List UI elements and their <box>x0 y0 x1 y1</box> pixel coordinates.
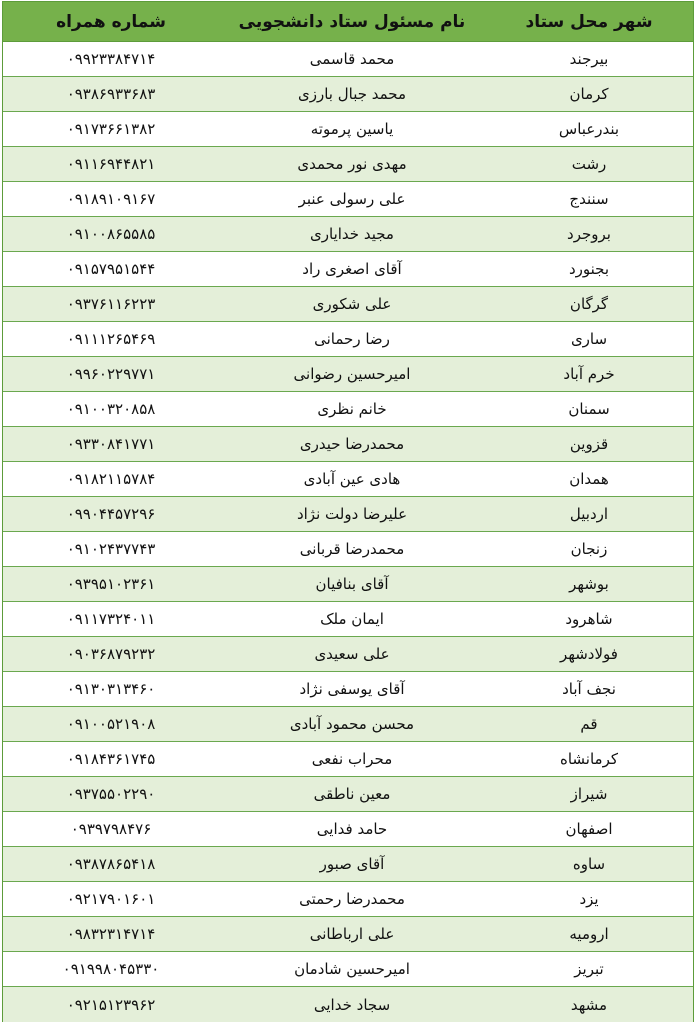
phone-cell: ۰۹۱۰۲۴۳۷۷۴۳ <box>66 540 156 558</box>
name-cell: آقای صبور <box>319 855 385 873</box>
city-cell: بروجرد <box>567 225 611 243</box>
name-cell: هادی عین آبادی <box>303 470 401 488</box>
phone-cell: ۰۹۱۰۰۳۲۰۸۵۸ <box>66 400 156 418</box>
city-cell: مشهد <box>570 995 608 1014</box>
city-cell: بجنورد <box>568 260 610 278</box>
table-row <box>3 77 693 112</box>
table-row <box>3 777 693 812</box>
table-row <box>3 812 693 847</box>
header-phone: شماره همراه <box>56 11 166 32</box>
city-cell: ساری <box>570 330 608 348</box>
phone-cell: ۰۹۱۰۰۸۶۵۵۸۵ <box>66 225 156 243</box>
name-cell: محمد جبال بارزی <box>297 85 407 103</box>
phone-cell: ۰۹۳۳۰۸۴۱۷۷۱ <box>66 435 156 453</box>
table-row <box>3 357 693 392</box>
phone-cell: ۰۹۳۷۶۱۱۶۲۲۳ <box>66 295 156 313</box>
phone-cell: ۰۹۱۷۳۶۶۱۳۸۲ <box>66 120 156 138</box>
city-cell: کرمان <box>569 85 609 103</box>
city-cell: گرگان <box>569 295 609 313</box>
table-row <box>3 42 693 77</box>
city-cell: قزوین <box>569 435 609 453</box>
name-cell: مجید خدایاری <box>310 225 394 243</box>
name-cell: آقای یوسفی نژاد <box>299 680 405 698</box>
table-row <box>3 567 693 602</box>
city-cell: سنندج <box>569 190 609 208</box>
city-cell: فولادشهر <box>560 645 618 663</box>
table-row <box>3 532 693 567</box>
phone-cell: ۰۹۱۳۰۳۱۳۴۶۰ <box>66 680 156 698</box>
city-cell: اردبیل <box>569 505 609 523</box>
name-cell: محراب نفعی <box>311 750 393 768</box>
table-row <box>3 182 693 217</box>
phone-cell: ۰۹۱۱۷۳۲۴۰۱۱ <box>66 610 156 628</box>
table-row <box>3 147 693 182</box>
phone-cell: ۰۹۲۱۷۹۰۱۶۰۱ <box>66 890 156 908</box>
phone-cell: ۰۹۱۱۶۹۴۴۸۲۱ <box>66 155 156 173</box>
table-row <box>3 427 693 462</box>
city-cell: خرم آباد <box>563 365 615 383</box>
header-city: شهر محل ستاد <box>525 11 653 32</box>
table-row <box>3 462 693 497</box>
city-cell: زنجان <box>570 540 608 558</box>
city-cell: همدان <box>569 470 609 488</box>
header-name: نام مسئول ستاد دانشجویی <box>238 11 466 32</box>
city-cell: اصفهان <box>565 820 613 838</box>
table-row <box>3 602 693 637</box>
phone-cell: ۰۹۱۵۷۹۵۱۵۴۴ <box>66 260 156 278</box>
name-cell: یاسین پرموته <box>310 120 394 138</box>
name-cell: امیرحسین رضوانی <box>293 365 411 383</box>
table-row <box>3 322 693 357</box>
phone-cell: ۰۹۱۱۱۲۶۵۴۶۹ <box>66 330 156 348</box>
phone-cell: ۰۹۱۰۰۵۲۱۹۰۸ <box>66 715 156 733</box>
name-cell: معین ناطقی <box>313 785 391 803</box>
name-cell: محمد قاسمی <box>309 50 395 68</box>
city-cell: بندرعباس <box>558 120 620 138</box>
table-row <box>3 987 693 1022</box>
name-cell: محسن محمود آبادی <box>289 715 415 733</box>
name-cell: حامد فدایی <box>316 820 388 838</box>
phone-cell: ۰۹۱۸۴۳۶۱۷۴۵ <box>66 750 156 768</box>
phone-cell: ۰۹۳۸۶۹۳۳۶۸۳ <box>66 85 156 103</box>
phone-cell: ۰۹۱۸۲۱۱۵۷۸۴ <box>66 470 156 488</box>
city-cell: تبریز <box>574 960 604 978</box>
city-cell: ارومیه <box>569 925 609 943</box>
name-cell: علی سعیدی <box>314 645 390 663</box>
name-cell: آقای اصغری راد <box>302 260 402 278</box>
name-cell: محمدرضا رحمتی <box>299 890 405 908</box>
phone-cell: ۰۹۳۷۵۵۰۲۲۹۰ <box>66 785 156 803</box>
name-cell: رضا رحمانی <box>314 330 390 348</box>
name-cell: علیرضا دولت نژاد <box>296 505 408 523</box>
name-cell: سجاد خدایی <box>313 995 391 1014</box>
city-cell: بیرجند <box>569 50 609 68</box>
name-cell: مهدی نور محمدی <box>297 155 407 173</box>
phone-cell: ۰۹۱۸۹۱۰۹۱۶۷ <box>66 190 156 208</box>
city-cell: نجف آباد <box>562 680 616 698</box>
phone-cell: ۰۹۳۹۵۱۰۲۳۶۱ <box>66 575 156 593</box>
table-row <box>3 252 693 287</box>
table-row <box>3 392 693 427</box>
city-cell: ساوه <box>572 855 606 873</box>
table-row <box>3 497 693 532</box>
phone-cell: ۰۹۲۱۵۱۲۳۹۶۲ <box>66 995 156 1014</box>
city-cell: رشت <box>571 155 607 173</box>
city-cell: شیراز <box>570 785 608 803</box>
table-header-row <box>3 2 693 42</box>
name-cell: محمدرضا قربانی <box>299 540 405 558</box>
table-row <box>3 952 693 987</box>
table-row <box>3 847 693 882</box>
table-row <box>3 287 693 322</box>
table-row <box>3 742 693 777</box>
name-cell: علی شکوری <box>312 295 392 313</box>
phone-cell: ۰۹۳۹۷۹۸۴۷۶ <box>70 820 152 838</box>
phone-cell: ۰۹۸۳۲۳۱۴۷۱۴ <box>66 925 156 943</box>
name-cell: محمدرضا حیدری <box>299 435 405 453</box>
table-row <box>3 882 693 917</box>
city-cell: قم <box>580 715 598 733</box>
table-row <box>3 217 693 252</box>
phone-cell: ۰۹۹۰۴۴۵۷۲۹۶ <box>66 505 156 523</box>
phone-cell: ۰۹۰۳۶۸۷۹۲۳۲ <box>66 645 156 663</box>
name-cell: آقای بنافیان <box>315 575 389 593</box>
name-cell: علی ارباطانی <box>309 925 395 943</box>
city-cell: یزد <box>579 890 599 908</box>
name-cell: خانم نظری <box>317 400 387 418</box>
phone-cell: ۰۹۹۲۳۳۸۴۷۱۴ <box>66 50 156 68</box>
phone-cell: ۰۹۳۸۷۸۶۵۴۱۸ <box>66 855 156 873</box>
table-row <box>3 707 693 742</box>
phone-cell: ۰۹۹۶۰۲۲۹۷۷۱ <box>66 365 156 383</box>
city-cell: شاهرود <box>565 610 613 628</box>
table-row <box>3 672 693 707</box>
city-cell: سمنان <box>568 400 610 418</box>
table-row <box>3 917 693 952</box>
city-cell: کرمانشاه <box>560 750 619 768</box>
contacts-table <box>2 1 694 1022</box>
name-cell: ایمان ملک <box>320 610 384 628</box>
table-row <box>3 637 693 672</box>
city-cell: بوشهر <box>569 575 609 593</box>
table-row <box>3 112 693 147</box>
name-cell: علی رسولی عنبر <box>298 190 406 208</box>
name-cell: امیرحسین شادمان <box>294 960 410 978</box>
phone-cell: ۰۹۱۹۹۸۰۴۵۳۳۰ <box>62 960 160 978</box>
